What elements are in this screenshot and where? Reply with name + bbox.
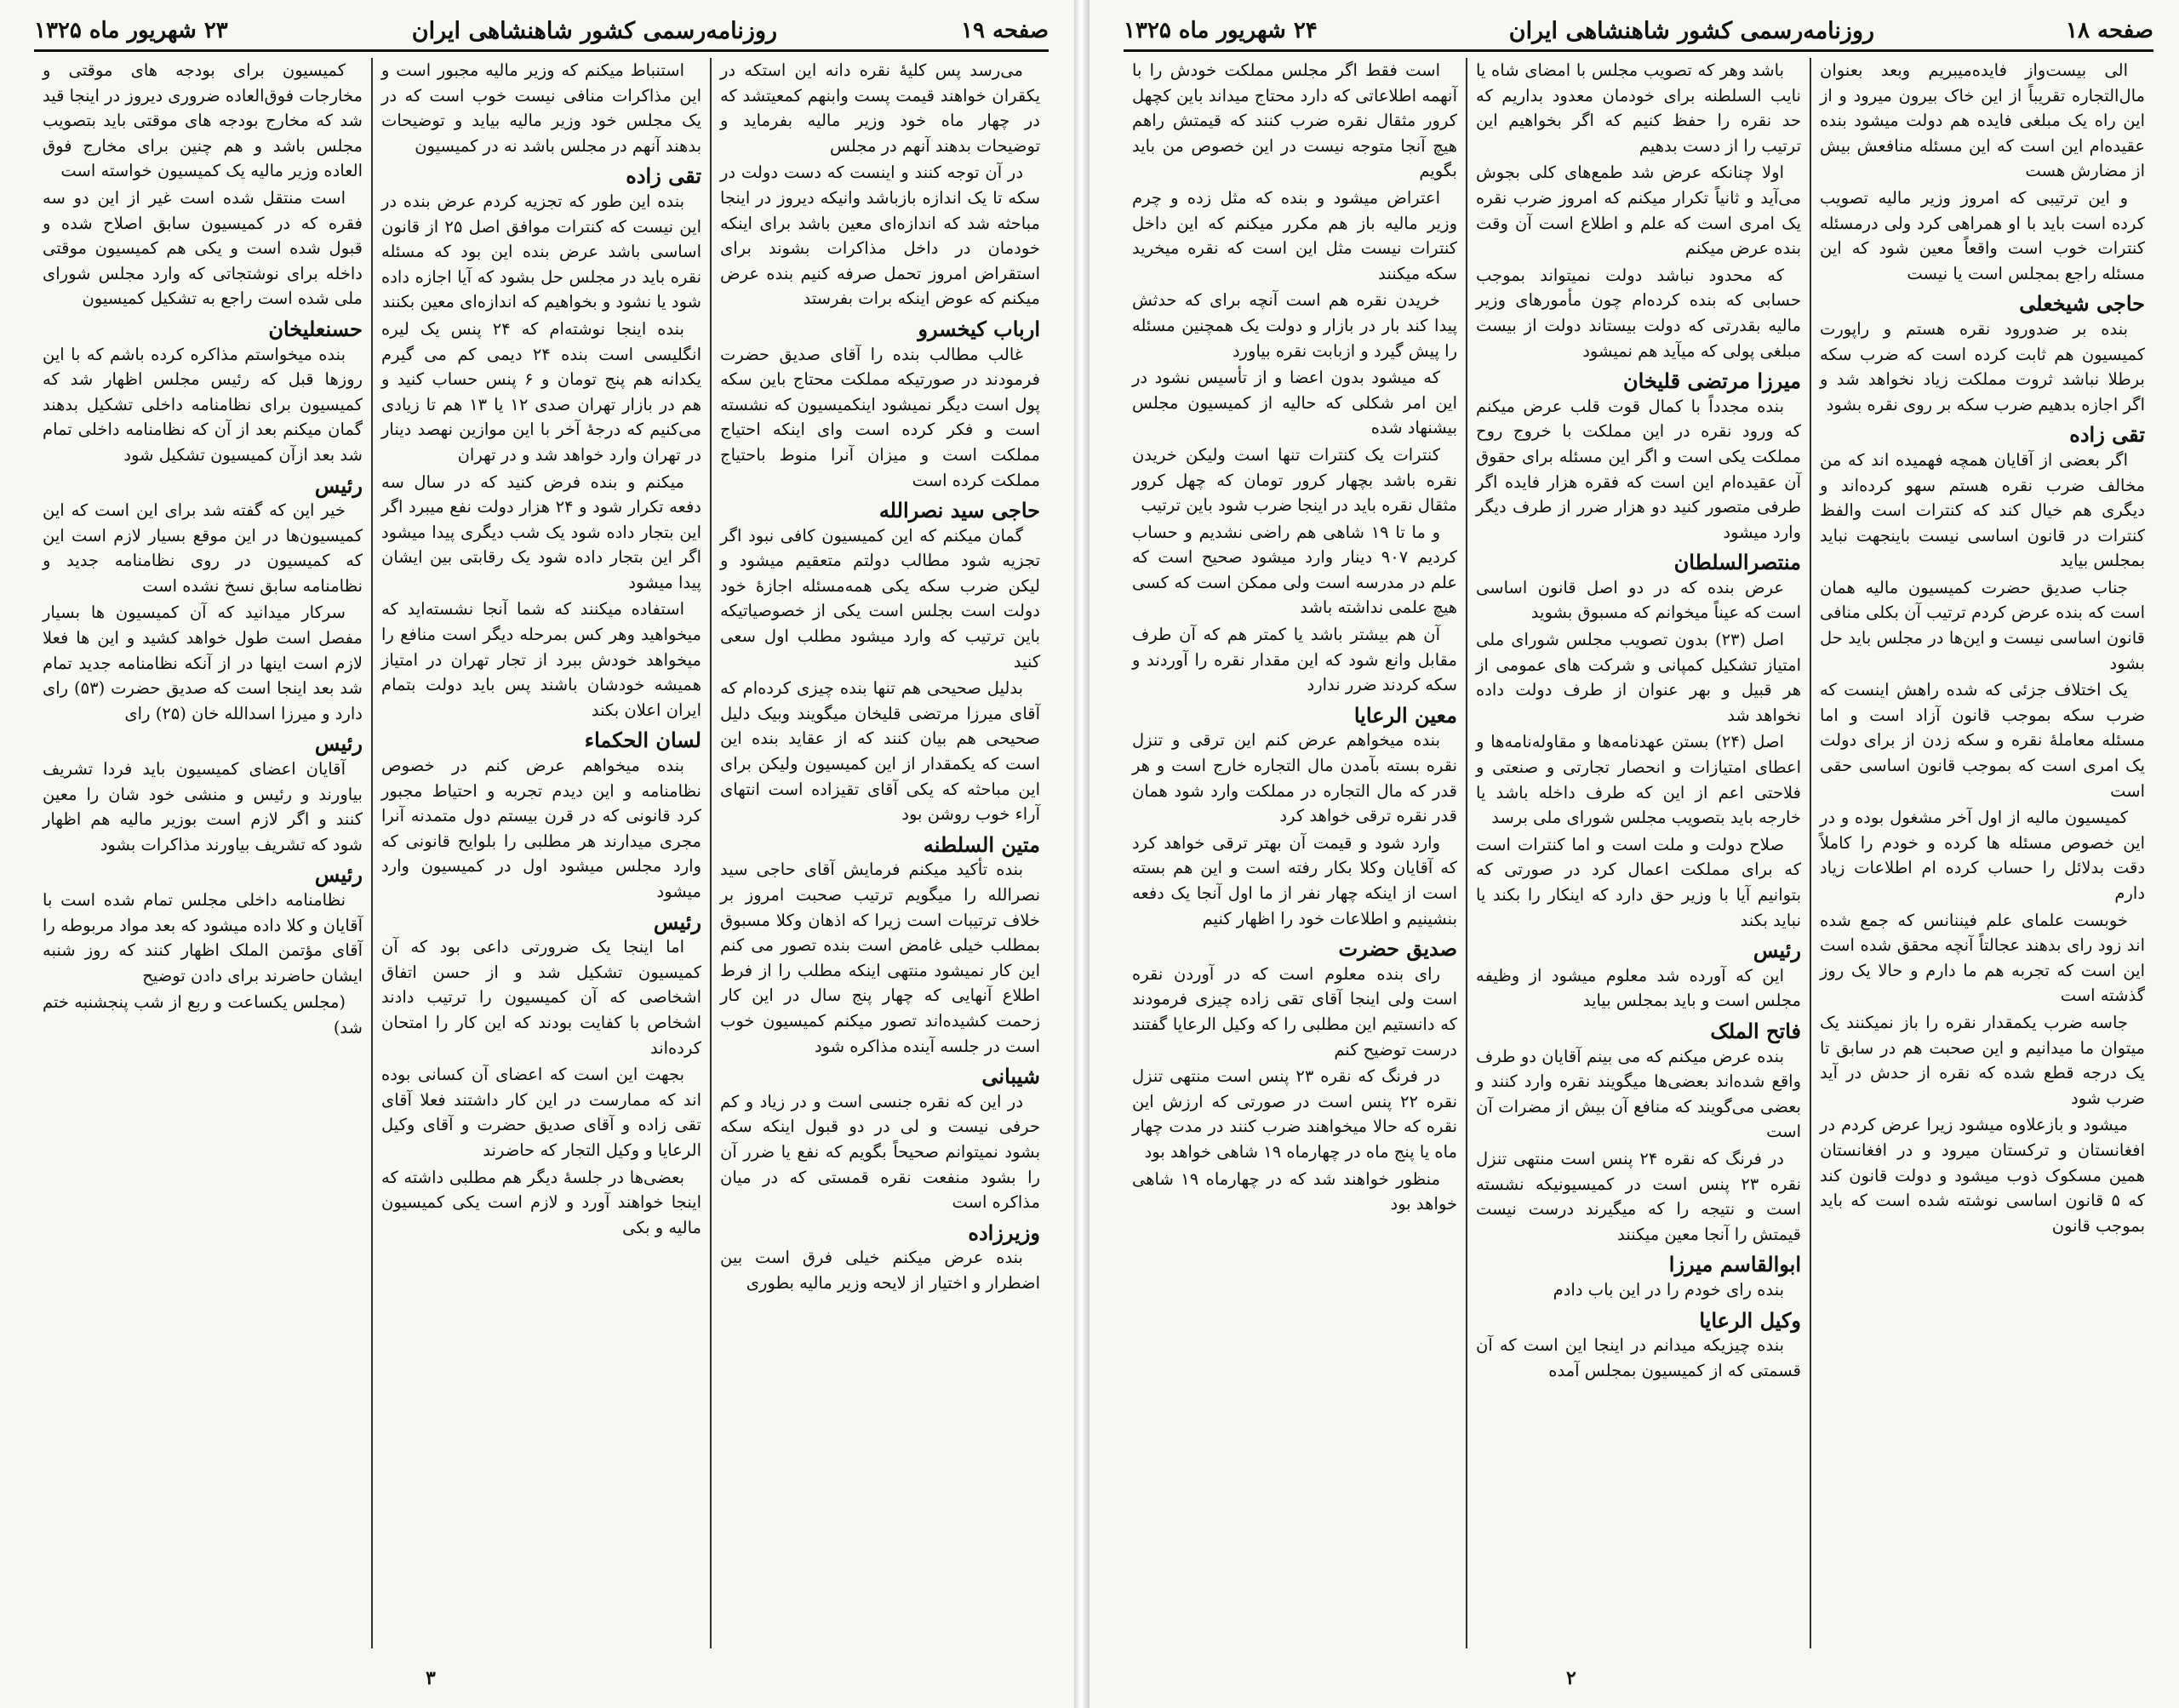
speaker-heading: رئیس [653, 909, 701, 934]
article-paragraph: که میشود بدون اعضا و از تأسیس نشود در این امر شکلی که حالیه از کمیسیون مجلس بیشنهاد شده [1132, 368, 1457, 438]
speaker-heading: حاجی شیخعلی [2019, 291, 2145, 317]
text-column [710, 58, 1049, 1648]
article-paragraph: بعضی‌ها در جلسهٔ دیگر هم مطلبی داشته که اینجا خواهند آورد و لازم است یکی کمیسیون مالیه و بکی [381, 1167, 701, 1237]
article-paragraph: بنده رای خودم را در این باب دادم [1553, 1279, 1784, 1300]
article-paragraph: بنده چیزیکه میدانم در اینجا این است که آن قسمتی که از کمیسیون بمجلس آمده [1476, 1335, 1801, 1380]
right-publication-title: روزنامه‌رسمی کشور شاهنشاهی ایران [1508, 17, 1875, 44]
article-paragraph: در فرنگ که نقره ۲۳ پنس است منتهی تنزل نقره ۲۲ پنس است در صورتی که ارزش این نقره که حالا میخواهند ضرب کنند در مدت چهار ماه یا پنج ماه در چهارماه ۱۹ شاهی خواهد بود [1132, 1066, 1458, 1162]
article-paragraph: صلاح دولت و ملت است و اما کنترات است که برای مملکت اعمال کرد در صورتی که بتوانیم آیا با وزیر حق دارد که اینکار را بکند یا نباید بکند [1476, 834, 1801, 930]
article-paragraph: کنترات یک کنترات تنها است ولیکن خریدن نقره باشد بچهار کرور تومان که چهل کرور مثقال نقره باید در اینجا ضرب شود باین ترتیب [1132, 444, 1457, 516]
article-paragraph: جناب صدیق حضرت کمیسیون مالیه همان است که بنده عرض کردم ترتیب آن بکلی منافی قانون اساسی نیست و این‌ها در مجلس باید حل بشود [1820, 577, 2145, 673]
article-paragraph: در فرنگ که نقره ۲۴ پنس است منتهی تنزل نقره ۲۳ پنس است در کمیسیونیکه نشسته است و نتیجه را که میگیرند درست نیست قیمتش را آنجا معین میکنند [1476, 1148, 1801, 1244]
article-paragraph: میشود و بازعلاوه میشود زیرا عرض کردم در افغانستان و ترکستان میرود و در افغانستان همین مسکوک ذوب میشود و دولت قانون کند که ۵ قانون اساسی نوشته شده است که باید بموجب قانون [1820, 1115, 2145, 1236]
article-paragraph: بدلیل صحیحی هم تنها بنده چیزی کرده‌ام که آقای میرزا مرتضی قلیخان میگویند وبیک دلیل صحیحی هم بیان کنند که از عقاید بنده این است که یکمقدار از این کمیسیون ولیکن برای این مباحثه که یکی آقای تقیزاده است انتهای آراء خوب روشن بود [720, 678, 1040, 825]
speaker-heading: میرزا مرتضی قلیخان [1623, 368, 1801, 394]
speaker-heading: منتصرالسلطان [1673, 550, 1801, 575]
article-paragraph: در آن توجه کنند و اینست که دست دولت در سکه تا یک اندازه بازباشد وانیکه دیروز در اینجا مباحثه شد که اندازه‌ای معین باشد برای اینکه خودمان در داخل مذاکرات بشوند برای استقراض امروز تحمل صرفه کنیم بنده عرض میکنم که عوض اینکه برات بفرستد [720, 163, 1040, 309]
speaker-heading: رئیس [1753, 938, 1801, 963]
article-paragraph: سرکار میدانید که آن کمیسیون ها بسیار مفصل است طول خواهد کشید و این ها فعلا لازم است اینها در از آنکه نظامنامه جدید تمام شد بعد اینجا است که صدیق حضرت (۵۳) رای دارد و میرزا اسدالله خان (۲۵) رای [43, 603, 363, 723]
speaker-heading: ابوالقاسم میرزا [1668, 1252, 1801, 1277]
speaker-heading: متین السلطنه [923, 831, 1040, 857]
article-paragraph: خوبست علمای علم فیننانس که جمع شده اند زود رای بدهند عجالتاً آنچه محقق شده است این است که تجربه هم ما دارم و حالا یک روز گذشته است [1820, 910, 2145, 1006]
right-page-date: ۲۴ شهریور ماه ۱۳۲۵ [1124, 18, 1318, 43]
article-paragraph: الی بیست‌واز فایده‌میبریم وبعد بعنوان مال‌التجاره تقریباً از این خاک بیرون میرود و از این راه یک مبلغی فایده هم دولت میشود بنده عقیده‌ام این است که این مسئله منافعش بیش از مضارش هست [1820, 60, 2145, 181]
speaker-heading: حسنعلیخان [268, 316, 363, 341]
article-paragraph: گمان میکنم که این کمیسیون کافی نبود اگر تجزیه شود مطالب دولتم متعقیم میشود و لیکن ضرب سکه یکی همه‌مسئله اجازهٔ خود دولت است بجلس است یکی از خصوصیاتیکه باین ترتیب که وارد میشود مطلب اول سعی کنید [720, 525, 1040, 671]
text-column [34, 58, 371, 1648]
article-paragraph: آقایان اعضای کمیسیون باید فردا تشریف بیاورند و رئیس و منشی خود شان را معین کنند و اگر لازم است بوزیر مالیه هم اظهار شود که تشریف بیاورند مذاکرات بشود [43, 759, 363, 854]
article-paragraph: بنده اینجا نوشته‌ام که ۲۴ پنس یک لیره انگلیسی است بنده ۲۴ دیمی کم می گیرم یکدانه هم پنج تومان و ۶ پنس حساب کنید و هم در بازار تهران صدی ۱۲ یا ۱۳ هم تا زیادی می‌کنیم که درجهٔ آخر با این موازین نهصد دینار در تهران وارد خواهد شد و در تهران [381, 318, 701, 465]
article-paragraph: و ما تا ۱۹ شاهی هم راضی نشدیم و حساب کردیم ۹۰۷ دینار وارد میشود صحیح است که علم در مدرسه است ولی ممکن است که کسی هیچ علمی نداشته باشد [1132, 522, 1457, 618]
speaker-heading: رئیس [314, 862, 363, 888]
article-paragraph: کمیسیون مالیه از اول آخر مشغول بوده و در این خصوص مسئله ها کرده و خودم را کاملاً دقت بدلائل را حساب کرده ام اطلاعات زیاد دارم [1820, 808, 2145, 903]
right-page-number: صفحه ۱۸ [2066, 18, 2153, 43]
speaker-heading: ارباب کیخسرو [918, 316, 1040, 341]
article-paragraph: خیر این که گفته شد برای این است که این کمیسیون‌ها در این موقع بسیار لازم است این که کمیسیون در روی نظامنامه جدید و نظامنامه سابق نسخ نشده است [43, 500, 363, 596]
speaker-heading: رئیس [314, 731, 363, 757]
left-page-columns [34, 58, 1049, 1648]
article-paragraph: که محدود نباشد دولت نمیتواند بموجب حسابی که بنده کرده‌ام چون مأمورهای وزیر مالیه بقدرتی که دولت بیستاند دولت از بیست مبلغی پولی که میآید هم نمیشود [1476, 265, 1801, 361]
article-paragraph: یک اختلاف جزئی که شده راهش اینست که ضرب سکه بموجب قانون آزاد است و اما مسئله معاملهٔ نقره و سکه زدن از برای دولت یک امری است که بموجب قانون اساسی حقی است [1820, 680, 2145, 801]
article-paragraph: غالب مطالب بنده را آقای صدیق حضرت فرمودند در صورتیکه مملکت محتاج باین سکه پول است دیگر نمیشود اینکمیسیون که نشسته است و فکر کرده است وای اینکه احتیاج مملکت است و میزان آنرا منوط باحتیاج مملکت کرده است [720, 344, 1040, 490]
article-paragraph: آن هم بیشتر باشد یا کمتر هم که آن طرف مقابل وانع شود که این مقدار نقره را آوردند و سکه کردند ضرر ندارد [1132, 625, 1457, 695]
article-paragraph: بنده میخواهم عرض کنم در خصوص نظامنامه و این دیدم تجربه و احتیاط مجبور کرد قانونی که در قرن بیستم دول متمدنه آنرا مجری میدارند هر مطلبی را بلوایح قانونی که وارد مجلس میشود اول در کمیسیون وارد میشود [381, 756, 701, 901]
binding-gutter [1074, 0, 1090, 1708]
left-page-date: ۲۳ شهریور ماه ۱۳۲۵ [34, 18, 228, 43]
speaker-heading: صدیق حضرت [1338, 936, 1457, 962]
right-page-header [1124, 12, 2153, 52]
article-paragraph: است فقط اگر مجلس مملکت خودش را با آنهمه اطلاعاتی که دارد محتاج میداند باین کچهل کرور مثقال نقره ضرب کنند که قیمتش راهم هیچ آنجا متوجه نیست در این خصوص من باید بگویم [1132, 60, 1457, 181]
right-folio-number: ۲ [1566, 1667, 1576, 1689]
speaker-heading: وزیرزاده [968, 1220, 1040, 1245]
article-paragraph: عرض بنده که در دو اصل قانون اساسی است که عیناً میخوانم که مسبوق بشوید [1476, 577, 1801, 623]
speaker-heading: شیبانی [981, 1064, 1040, 1089]
article-paragraph: بنده این طور که تجزیه کردم عرض بنده در این نیست که کنترات موافق اصل ۲۵ از قانون اساسی باشد عرض بنده این بود که مسئله نقره باید در مجلس حل بشود که آیا اجازه داده شود یا نشود و بخواهیم که اندازه‌ای معین بکنند [381, 191, 701, 312]
article-paragraph: نظامنامه داخلی مجلس تمام شده است با آقایان و کلا داده میشود که بعد مواد مربوطه را آقای مؤتمن الملک اظهار کنند که روز شنبه ایشان حاضرند برای دادن توضیح [43, 890, 363, 985]
article-paragraph: این که آورده شد معلوم میشود از وظیفه مجلس است و باید بمجلس بیاید [1476, 965, 1801, 1011]
article-paragraph: کمیسیون برای بودجه های موقتی و مخارجات فوق‌العاده ضروری دیروز در اینجا قید شد که مخارج بودجه های موقتی باید بتصویب مجلس باشد و هم چنین برای مخارج فوق العاده وزیر مالیه یک کمیسیون خواسته است [43, 60, 363, 181]
article-paragraph: اصل (۲۳) بدون تصویب مجلس شورای ملی امتیاز تشکیل کمپانی و شرکت های عمومی از هر قبیل و بهر عنوان از طرف دولت داده نخواهد شد [1476, 630, 1801, 725]
left-folio-number: ۳ [426, 1667, 436, 1689]
speaker-heading: فاتح الملک [1710, 1018, 1801, 1043]
article-paragraph: اگر بعضی از آقایان همچه فهمیده اند که من مخالف ضرب نقره هستم سهو کرده‌اند و دیگری هم خیال کند که کنترات است والفظ کنترات در قانون اساسی نیست باینجهت نباید بمجلس بیاید [1820, 449, 2145, 571]
article-paragraph: وارد شود و قیمت آن بهتر ترقی خواهد کرد که آقایان وکلا بکار رفته است و این هم بسته است از اینکه چهار نفر از ما اول آنجا یک دفعه بنشینیم و اطلاعات خود را اظهار کنیم [1132, 832, 1457, 928]
article-paragraph: بنده تأکید میکنم فرمایش آقای حاجی سید نصرالله را میگویم ترتیب صحبت امروز بر خلاف ترتیبات است زیرا که اذهان وکلا مسبوق بمطلب خیلی غامض است بنده تصور می کنم این کار نمیشود منتهی اینکه مطلب را از فرط اطلاع آنهایی که چهار پنج سال در این کار زحمت کشیده‌اند تصور میکنم کمیسیون خوب است در جلسه آینده مذاکره شود [720, 860, 1040, 1056]
article-paragraph: اصل (۲۴) بستن عهدنامه‌ها و مقاوله‌نامه‌ها و اعطای امتیازات و انحصار تجارتی و صنعتی و فلاحتی اعم از این که طرف داخله باشد یا خارجه باید بتصویب مجلس شورای ملی برسد [1476, 732, 1801, 828]
speaker-heading: حاجی سید نصرالله [878, 498, 1040, 523]
article-paragraph: اعتراض میشود و بنده که مثل زده و چرم وزیر مالیه باز هم مکرر میکنم که این داخل کنترات نیست مثل این است که نقره میخرید سکه میکنند [1132, 187, 1457, 283]
speaker-heading: لسان الحکماء [584, 728, 701, 753]
right-page-columns [1124, 58, 2153, 1648]
article-paragraph: در این که نقره جنسی است و در زیاد و کم حرفی نیست و لی در دو قبول اینکه سکه بشود نمیتوانم صحیحاً بگویم که نفع یا ضرر آن را بشود منفعت نقره قمستی که در میان مذاکره است [720, 1091, 1040, 1213]
speaker-heading: تقی زاده [2069, 422, 2145, 448]
article-paragraph: خریدن نقره هم است آنچه برای که حدثش پیدا کند بار در بازار و دولت یک همچنین مسئله را پیش گیرد و ازبابت نقره بیاورد [1132, 290, 1457, 361]
text-column [371, 58, 710, 1648]
article-paragraph: استنباط میکنم که وزیر مالیه مجبور است و این مذاکرات منافی نیست خوب است که در یک مجلس خود وزیر مالیه بیاید و توضیحات بدهند آنهم در مجلس باشد نه در کمیسیون [381, 60, 701, 156]
article-paragraph: منظور خواهند شد که در چهارماه ۱۹ شاهی خواهد بود [1132, 1168, 1457, 1214]
article-paragraph: اولا چنانکه عرض شد طمع‌های کلی بجوش می‌آید و ثانیاً تکرار میکنم که امروز ضرب نقره یک امری است که علم و اطلاع است آن وقت بنده عرض میکنم [1476, 163, 1801, 259]
article-paragraph: بجهت این است که اعضای آن کسانی بوده اند که ممارست در این کار داشتند فعلا آقای تقی زاده و آقای صدیق حضرت و آقای وکیل الرعایا و وکیل التجار که حاضرند [381, 1065, 701, 1160]
article-paragraph: و این ترتیبی که امروز وزیر مالیه تصویب کرده است باید با او همراهی کرد ولی درمسئله کنترات خوب است واقعاً معین شود که این مسئله راجع بمجلس است یا نیست [1820, 187, 2145, 283]
text-column [1810, 58, 2153, 1648]
article-paragraph: استفاده میکنند که شما آنجا نشسته‌اید که میخواهید وهر کس بمرحله دیگر است منافع را میخواهد خودش ببرد از تجار تهران در امتیاز همیشه خودشان باشند پس باید دولت بتمام ایران اعلان بکند [381, 599, 701, 720]
article-paragraph: بنده میخواهم عرض کنم این ترقی و تنزل نقره بسته بآمدن مال التجاره خارج است و هر قدر که مال التجاره در مملکت وارد شود همان قدر نقره ترقی خواهد کرد [1132, 730, 1457, 826]
article-paragraph: است منتقل شده است غیر از این دو سه فقره که در کمیسیون سابق اصلاح شده و قبول شده است و یکی هم کمیسیون موقتی داخله برای نوشتجاتی که وارد مجلس شورای ملی شده است راجع به تشکیل کمیسیون [43, 187, 363, 309]
article-paragraph: بنده میخواستم مذاکره کرده باشم که با این روزها قبل که رئیس مجلس اظهار شد که کمیسیون برای نظامنامه داخلی تشکیل بدهند گمان میکنم بعد از آن که نظامنامه داخلی تمام شد بعد ازآن کمیسیون تشکیل شود [43, 344, 363, 465]
speaker-heading: رئیس [314, 472, 363, 498]
left-page-number: صفحه ۱۹ [961, 18, 1049, 43]
article-paragraph: بنده عرض میکنم که می بینم آقایان دو طرف واقع شده‌اند بعضی‌ها میگویند نقره وارد کنند و بعضی می‌گویند که منافع آن بیش از مضرات آن است [1476, 1046, 1801, 1142]
text-column [1466, 58, 1810, 1648]
article-paragraph: اما اینجا یک ضرورتی داعی بود که آن کمیسیون تشکیل شد و از حسن اتفاق اشخاصی که آن کمیسیون را ترتیب دادند اشخاص با کفایت بودند که این کار را امتحان کرده‌اند [381, 937, 701, 1058]
article-paragraph: بنده مجدداً با کمال قوت قلب عرض میکنم که ورود نقره در این مملکت با خروج روح مملکت یکی است و اگر این مسئله برای حقوق آن عقیده‌ام این است که فقره هزار فایده اگر طرفی متصور کنید دو هزار ضرر از طرف دیگر وارد میشود [1476, 396, 1801, 542]
right-newspaper-page [1090, 0, 2179, 1708]
article-paragraph: رای بنده معلوم است که در آوردن نقره است ولی اینجا آقای تقی زاده چیزی فرمودند که دانستیم این مطلبی را که وکیل الرعایا گفتند درست توضیح کنم [1132, 963, 1457, 1060]
article-paragraph: بنده بر ضدورود نقره هستم و راپورت کمیسیون هم ثابت کرده است که ضرب سکه برطلا نباشد ثروت مملکت زیاد نخواهد شد و اگر اجازه بدهیم ضرب سکه بر روی نقره بشود [1820, 318, 2145, 414]
left-publication-title: روزنامه‌رسمی کشور شاهنشاهی ایران [411, 17, 778, 44]
article-paragraph: می‌رسد پس کلیهٔ نقره دانه این استکه در یکقران خواهند قیمت پست وابنهم کمعیتشد که در چهار ماه خود وزیر مالیه بفرماید و توضیحات بدهند آنهم در مجلس [720, 60, 1040, 156]
article-paragraph: بنده عرض میکنم خیلی فرق است بین اضطرار و اختیار از لایحه وزیر مالیه بطوری [720, 1248, 1040, 1293]
article-paragraph: میکنم و بنده فرض کنید که در سال سه دفعه تکرار شود و ۲۴ هزار دولت نفع میبرد اگر این بتجار داده شود یک شب دیگری پیدا میشود اگر این بتجار داده شود یک رقابتی بین ایشان پیدا میشود [381, 471, 701, 592]
speaker-heading: تقی زاده [626, 163, 701, 189]
article-paragraph: باشد وهر که تصویب مجلس با امضای شاه یا نایب السلطنه برای خودمان معدود بداریم که حد نقره را حفظ کنیم که اگر بخواهیم این ترتیب را از دست بدهیم [1476, 60, 1801, 156]
article-paragraph: جاسه ضرب یکمقدار نقره را باز نمیکنند یک میتوان ما میدانیم و این صحبت هم در سابق تا یک درجه قطع شده که نقره از حدش در آید ضرب شود [1820, 1012, 2145, 1108]
speaker-heading: وکیل الرعایا [1699, 1307, 1801, 1333]
left-page-header [34, 12, 1049, 52]
left-newspaper-page [0, 0, 1074, 1708]
text-column [1124, 58, 1466, 1648]
speaker-heading: معین الرعایا [1353, 702, 1457, 728]
article-paragraph: (مجلس یکساعت و ربع از شب پنجشنبه ختم شد) [43, 992, 363, 1037]
